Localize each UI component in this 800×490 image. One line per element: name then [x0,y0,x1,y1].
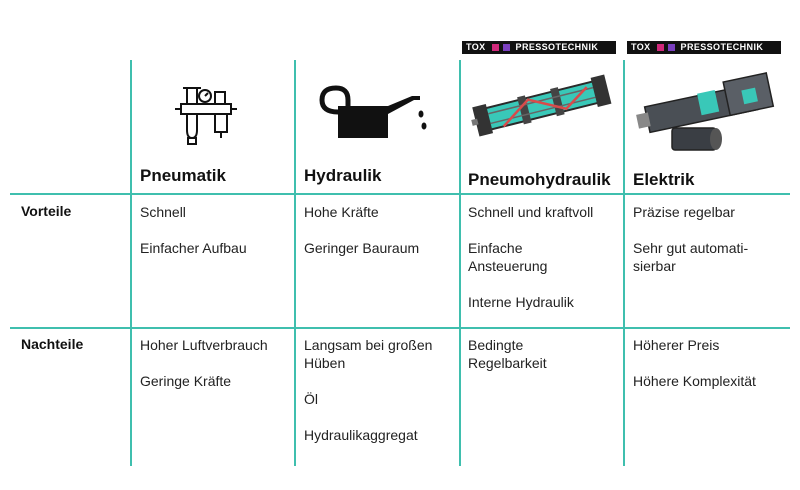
brand-mark-icon [492,44,499,51]
list-item: Geringe Kräfte [140,373,232,389]
list-item: Hydraulikaggregat [304,427,418,443]
list-item: Öl [304,391,318,407]
cell-vorteile-pneumohydraulik [468,203,593,329]
list-item: Hohe Kräfte [304,204,379,220]
grid-hline-1 [10,193,790,195]
column-header-hydraulik: Hydraulik [304,166,382,185]
list-item: Höhere Komplexität [633,373,756,389]
list-item: Schnell [140,204,186,220]
list-item: Schnell und kraftvoll [468,204,594,220]
brand-mark-icon [668,44,675,51]
cell-nachteile-elektrik [633,336,756,408]
brand-pressotechnik: PRESSOTECHNIK [515,42,599,52]
electric-actuator-image [632,62,782,160]
brand-label-pneumohydraulik [462,41,616,54]
column-header-pneumatik: Pneumatik [140,166,226,185]
cell-nachteile-pneumohydraulik [468,336,547,390]
brand-label-elektrik [627,41,781,54]
list-item: Geringer Bauraum [304,240,420,256]
cell-vorteile-pneumatik [140,203,247,275]
list-item: Langsam bei großen Hüben [304,337,433,371]
brand-tox: TOX [466,42,486,52]
row-header-vorteile: Vorteile [21,203,72,219]
cell-vorteile-hydraulik [304,203,419,275]
cell-vorteile-elektrik [633,203,748,293]
cell-nachteile-pneumatik [140,336,268,408]
pneumohydraulic-cylinder-image [470,66,618,144]
grid-vline-2 [294,60,296,466]
grid-vline-3 [459,60,461,466]
list-item: Hoher Luftverbrauch [140,337,268,353]
list-item: Interne Hydraulik [468,294,574,310]
list-item: Sehr gut automati- sierbar [633,240,749,274]
grid-vline-1 [130,60,132,466]
list-item: Bedingte Regelbarkeit [468,337,547,371]
row-header-nachteile: Nachteile [21,336,84,352]
brand-mark-icon [657,44,664,51]
grid-hline-2 [10,327,790,329]
list-item: Einfache Ansteuerung [468,240,548,274]
brand-pressotechnik: PRESSOTECHNIK [680,42,764,52]
grid-vline-4 [623,60,625,466]
column-header-pneumohydraulik: Pneumohydraulik [468,170,611,189]
list-item: Präzise regelbar [633,204,735,220]
pneumatic-filter-regulator-icon [175,78,250,148]
list-item: Höherer Preis [633,337,720,353]
brand-mark-icon [503,44,510,51]
list-item: Einfacher Aufbau [140,240,247,256]
brand-tox: TOX [631,42,651,52]
column-header-elektrik: Elektrik [633,170,695,189]
cell-nachteile-hydraulik [304,336,432,462]
hydraulic-oil-can-icon [318,82,430,142]
